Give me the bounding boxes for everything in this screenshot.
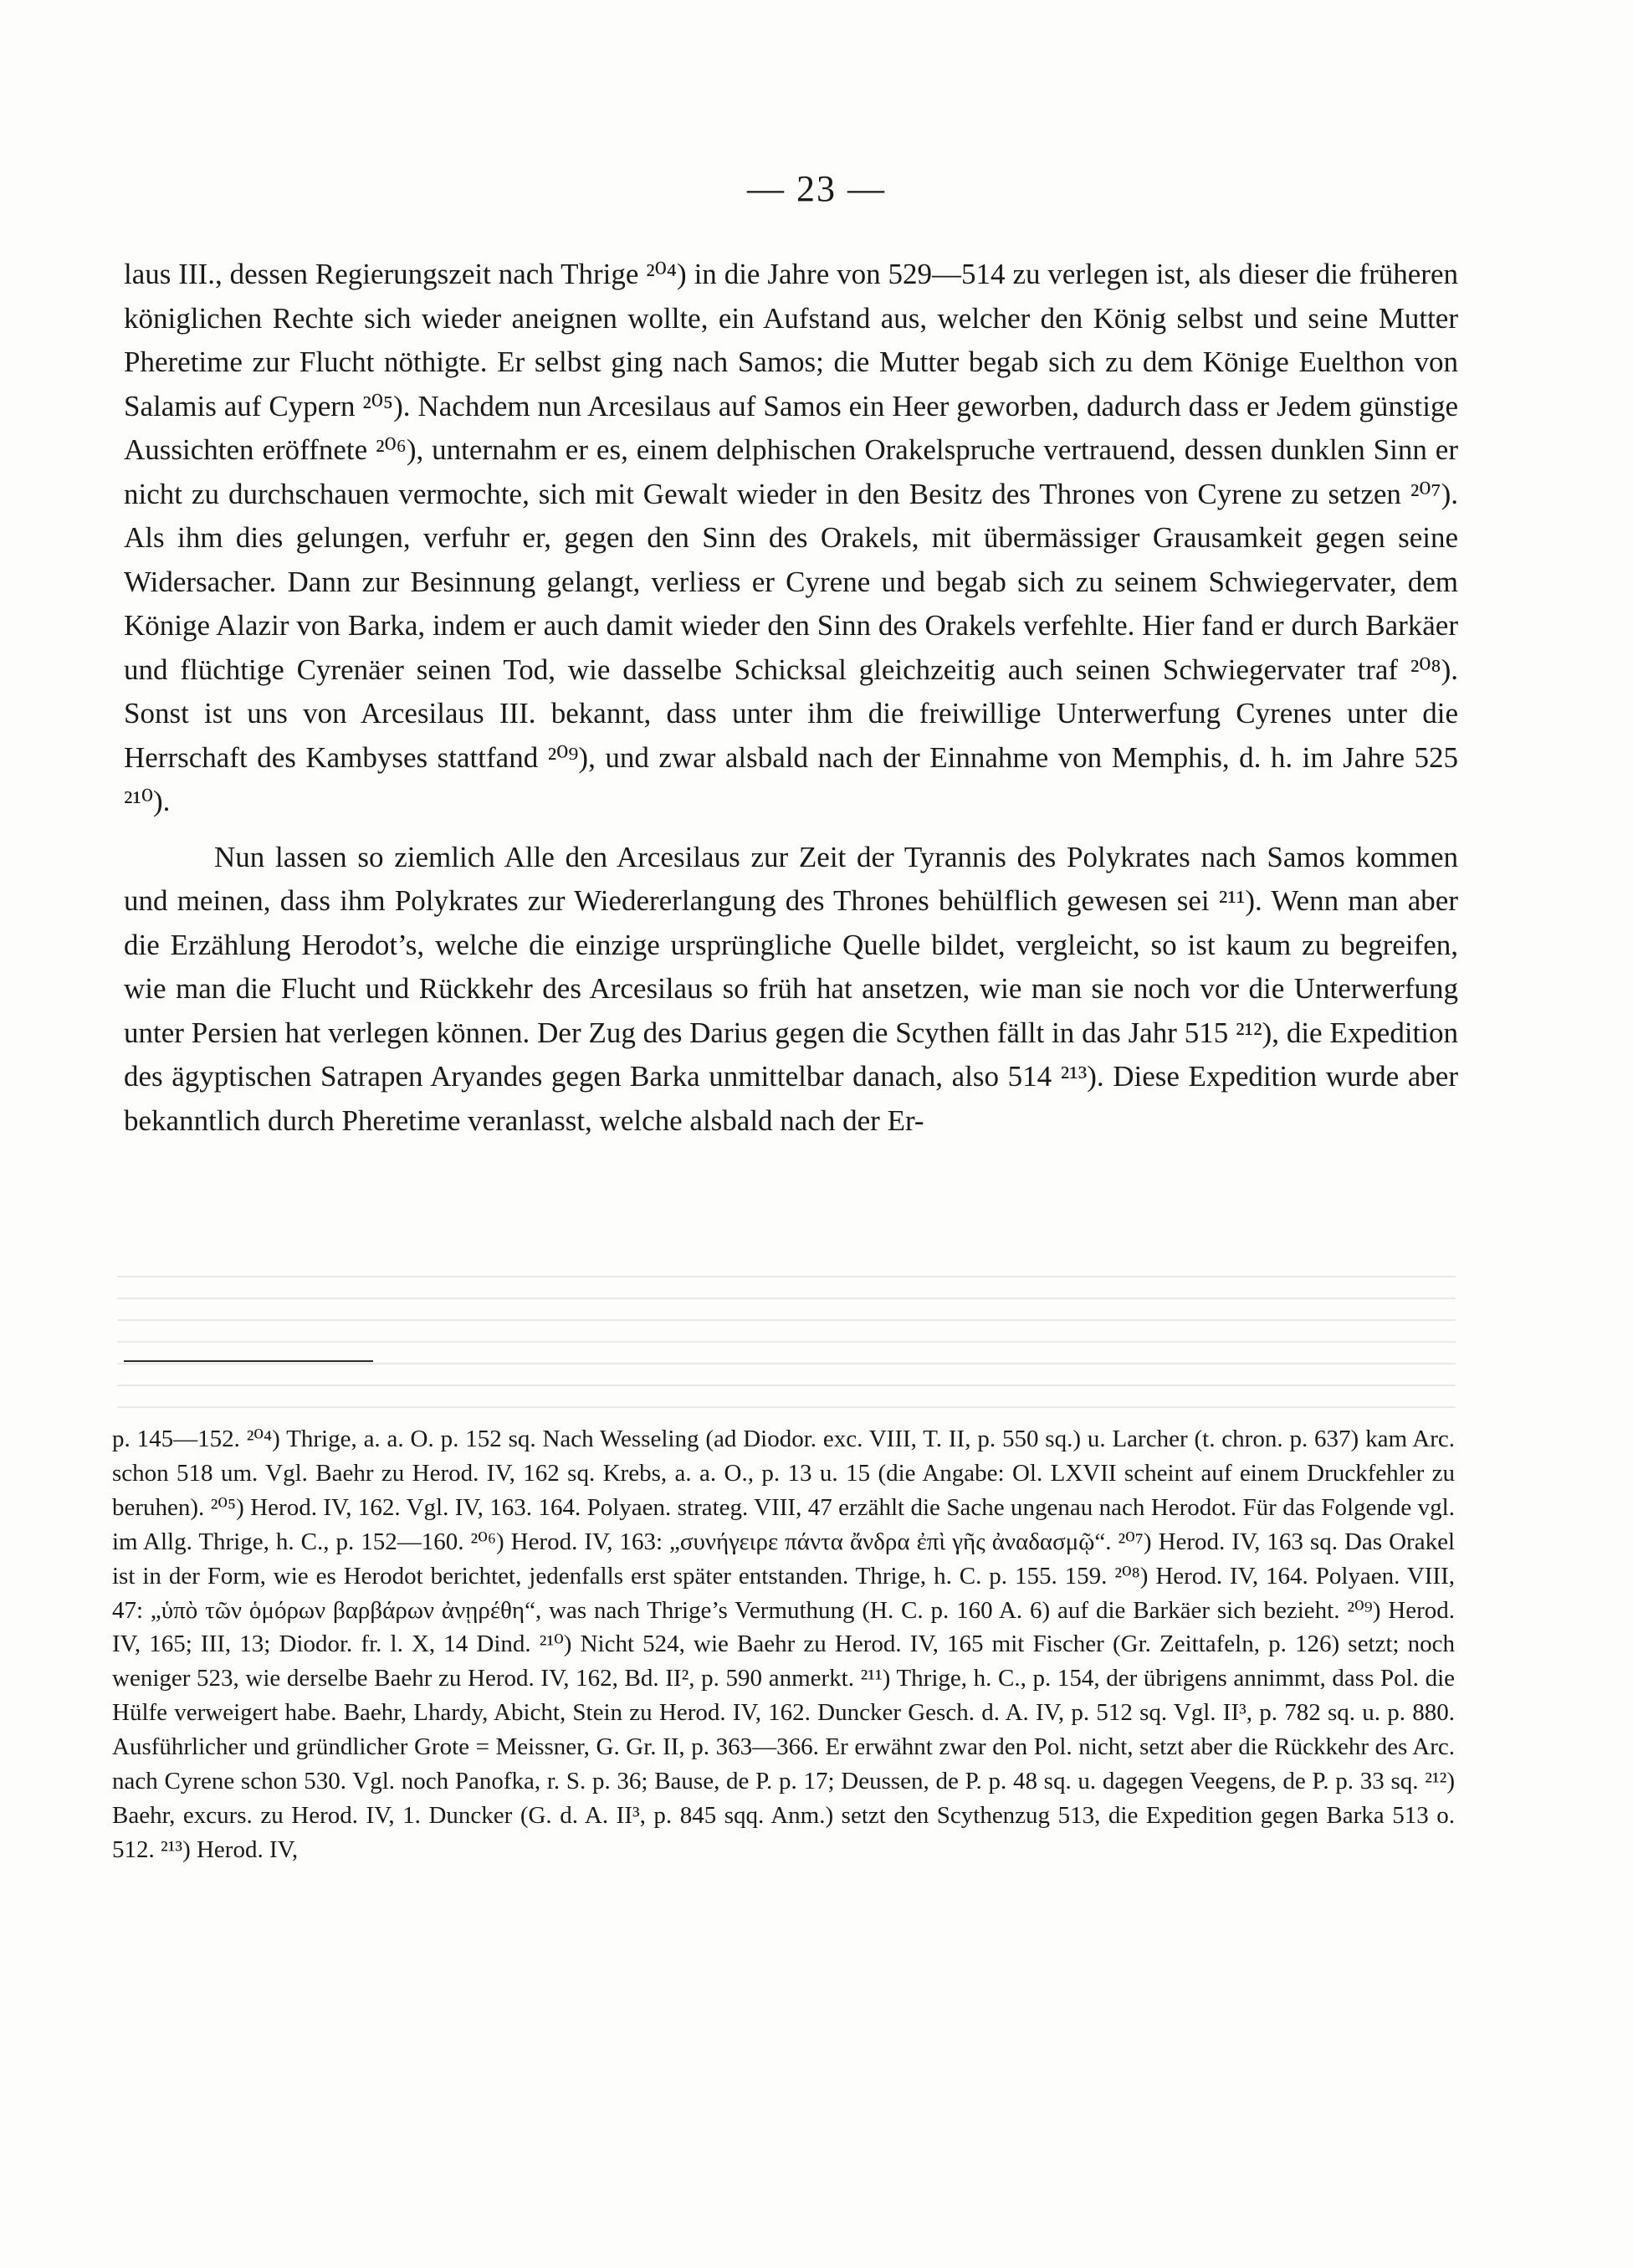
page-number: — 23 — xyxy=(747,168,886,209)
paragraph-2: Nun lassen so ziemlich Alle den Arcesilaus zur Zeit der Tyrannis des Polykrates nach Samos kommen und meinen, dass ihm Polykrates zur Wiedererlangung des Thrones behülflich gewesen sei ²¹¹). Wenn man aber die Erzählung Herodot’s, welche die einzige ursprüngliche Quelle bildet, vergleicht, so ist kaum zu begreifen, wie man die Flucht und Rückkehr des Arcesilaus so früh hat ansetzen, wie man sie noch vor die Unterwerfung unter Persien hat verlegen können. Der Zug des Darius gegen die Scythen fällt in das Jahr 515 ²¹²), die Expedition des ägyptischen Satrapen Aryandes gegen Barka unmittelbar danach, also 514 ²¹³). Diese Expedition wurde aber bekanntlich durch Pheretime veranlasst, welche alsbald nach der Er- xyxy=(124,840,1458,1137)
bleed-through-shadow xyxy=(117,1276,1456,1426)
footnote-text: p. 145—152. ²⁰⁴) Thrige, a. a. O. p. 152 sq. Nach Wesseling (ad Diodor. exc. VIII, T. II, p. 550 sq.) u. Larcher (t. chron. p. 637) kam Arc. schon 518 um. Vgl. Baehr zu Herod. IV, 162 sq. Krebs, a. a. O., p. 13 u. 15 (die Angabe: Ol. LXVII scheint auf einem Druckfehler zu beruhen). ²⁰⁵) Herod. IV, 162. Vgl. IV, 163. 164. Polyaen. strateg. VIII, 47 erzählt die Sache ungenau nach Herodot. Für das Folgende vgl. im Allg. Thrige, h. C., p. 152—160. ²⁰⁶) Herod. IV, 163: „συνήγειρε πάντα ἄνδρα ἐπὶ γῆς ἀναδασμῷ“. ²⁰⁷) Herod. IV, 163 sq. Das Orakel ist in der Form, wie es Herodot berichtet, jedenfalls erst später entstanden. Thrige, h. C. p. 155. 159. ²⁰⁸) Herod. IV, 164. Polyaen. VIII, 47: „ὑπὸ τῶν ὁμόρων βαρβάρων ἀνῃρέθη“, was nach Thrige’s Vermuthung (H. C. p. 160 A. 6) auf die Barkäer sich bezieht. ²⁰⁹) Herod. IV, 165; III, 13; Diodor. fr. l. X, 14 Dind. ²¹⁰) Nicht 524, wie Baehr zu Herod. IV, 165 mit Fischer (Gr. Zeittafeln, p. 126) setzt; noch weniger 523, wie derselbe Baehr zu Herod. IV, 162, Bd. II², p. 590 anmerkt. ²¹¹) Thrige, h. C., p. 154, der übrigens annimmt, dass Pol. die Hülfe verweigert habe. Baehr, Lhardy, Abicht, Stein zu Herod. IV, 162. Duncker Gesch. d. A. IV, p. 512 sq. Vgl. II³, p. 782 sq. u. p. 880. Ausführlicher und gründlicher Grote = Meissner, G. Gr. II, p. 363—366. Er erwähnt zwar den Pol. nicht, setzt aber die Rückkehr des Arc. nach Cyrene schon 530. Vgl. noch Panofka, r. S. p. 36; Bause, de P. p. 17; Deussen, de P. p. 48 sq. u. dagegen Veegens, de P. p. 33 sq. ²¹²) Baehr, excurs. zu Herod. IV, 1. Duncker (G. d. A. II³, p. 845 sqq. Anm.) setzt den Scythenzug 513, die Expedition gegen Barka 513 o. 512. ²¹³) Herod. IV, xyxy=(112,1426,1455,1863)
footnote-divider xyxy=(124,1360,373,1362)
main-text xyxy=(124,253,1458,1143)
paragraph-1: laus III., dessen Regierungszeit nach Thrige ²⁰⁴) in die Jahre von 529—514 zu verlegen ist, als dieser die früheren königlichen Rechte sich wieder aneignen wollte, ein Aufstand aus, welcher den König selbst und seine Mutter Pheretime zur Flucht nöthigte. Er selbst ging nach Samos; die Mutter begab sich zu dem Könige Euelthon von Salamis auf Cypern ²⁰⁵). Nachdem nun Arcesilaus auf Samos ein Heer geworben, dadurch dass er Jedem günstige Aussichten eröffnete ²⁰⁶), unternahm er es, einem delphischen Orakelspruche vertrauend, dessen dunklen Sinn er nicht zu durchschauen vermochte, sich mit Gewalt wieder in den Besitz des Thrones von Cyrene zu setzen ²⁰⁷). Als ihm dies gelungen, verfuhr er, gegen den Sinn des Orakels, mit übermässiger Grausamkeit gegen seine Widersacher. Dann zur Besinnung gelangt, verliess er Cyrene und begab sich zu seinem Schwiegervater, dem Könige Alazir von Barka, indem er auch damit wieder den Sinn des Orakels verfehlte. Hier fand er durch Barkäer und flüchtige Cyrenäer seinen Tod, wie dasselbe Schicksal gleichzeitig auch seinen Schwiegervater traf ²⁰⁸). Sonst ist uns von Arcesilaus III. bekannt, dass unter ihm die freiwillige Unterwerfung Cyrenes unter die Herrschaft des Kambyses stattfand ²⁰⁹), und zwar alsbald nach der Einnahme von Memphis, d. h. im Jahre 525 ²¹⁰). xyxy=(124,258,1458,817)
footnotes xyxy=(112,1422,1455,1867)
